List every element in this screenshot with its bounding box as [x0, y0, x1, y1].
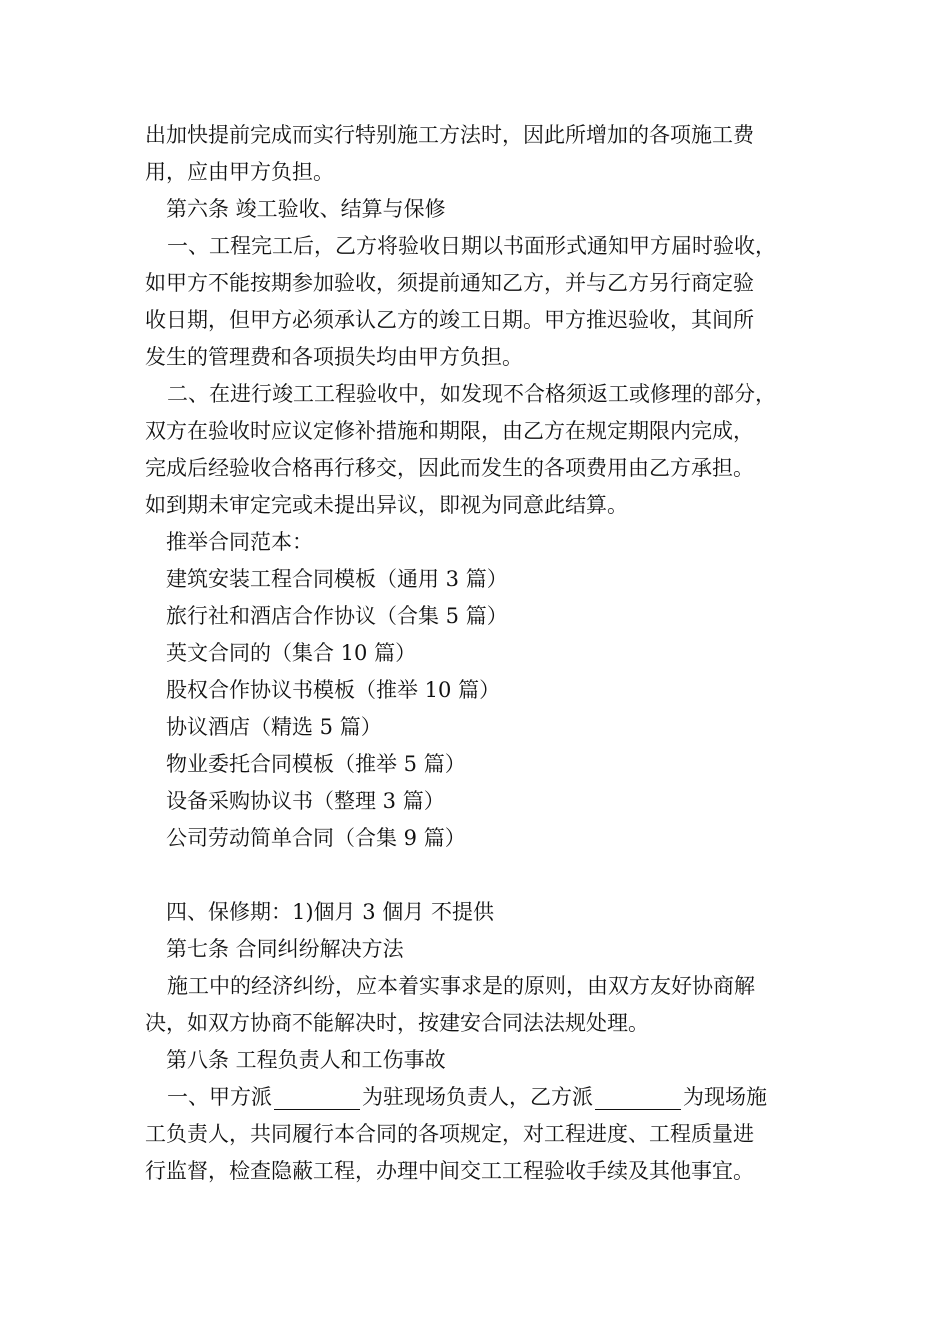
template-link[interactable]: 公司劳动简单合同（合集 9 篇） — [166, 826, 466, 850]
paragraph-line: 如甲方不能按期参加验收，须提前通知乙方，并与乙方另行商定验 — [145, 271, 754, 295]
article-6-heading: 第六条 竣工验收、结算与保修 — [166, 197, 446, 221]
template-link[interactable]: 设备采购协议书（整理 3 篇） — [166, 789, 445, 813]
template-link[interactable]: 建筑安装工程合同模板（通用 3 篇） — [166, 567, 508, 591]
recommended-templates-heading: 推举合同范本： — [166, 530, 313, 554]
text-segment: 一、甲方派 — [167, 1085, 272, 1109]
template-link[interactable]: 股权合作协议书模板（推举 10 篇） — [166, 678, 501, 702]
article-7-heading: 第七条 合同纠纷解决方法 — [166, 937, 404, 961]
paragraph-line — [145, 1079, 825, 1116]
paragraph-line: 四、保修期：1)個月 3 個月 不提供 — [166, 900, 494, 924]
template-link[interactable]: 旅行社和酒店合作协议（合集 5 篇） — [166, 604, 508, 628]
paragraph-line: 发生的管理费和各项损失均由甲方负担。 — [145, 345, 523, 369]
text-segment: 为驻现场负责人，乙方派 — [362, 1085, 593, 1109]
template-link[interactable]: 物业委托合同模板（推举 5 篇） — [166, 752, 466, 776]
template-link[interactable]: 协议酒店（精选 5 篇） — [166, 715, 382, 739]
paragraph-line: 工负责人，共同履行本合同的各项规定，对工程进度、工程质量进 — [145, 1122, 754, 1146]
party-a-representative-blank[interactable] — [274, 1085, 360, 1110]
paragraph-line: 施工中的经济纠纷，应本着实事求是的原则，由双方友好协商解 — [167, 974, 755, 998]
paragraph-line: 一、工程完工后，乙方将验收日期以书面形式通知甲方届时验收， — [167, 234, 776, 258]
paragraph-line: 二、在进行竣工工程验收中，如发现不合格须返工或修理的部分， — [167, 382, 776, 406]
paragraph-line: 如到期未审定完或未提出异议，即视为同意此结算。 — [145, 493, 628, 517]
document-body — [145, 117, 825, 1190]
paragraph-line: 出加快提前完成而实行特别施工方法时，因此所增加的各项施工费 — [145, 123, 754, 147]
text-segment: 为现场施 — [683, 1085, 767, 1109]
paragraph-line: 用，应由甲方负担。 — [145, 160, 334, 184]
template-link[interactable]: 英文合同的（集合 10 篇） — [166, 641, 417, 665]
paragraph-line: 完成后经验收合格再行移交，因此而发生的各项费用由乙方承担。 — [145, 456, 754, 480]
paragraph-line: 收日期，但甲方必须承认乙方的竣工日期。甲方推迟验收，其间所 — [145, 308, 754, 332]
blank-line — [145, 857, 825, 894]
party-b-representative-blank[interactable] — [595, 1085, 681, 1110]
paragraph-line: 行监督，检查隐蔽工程，办理中间交工工程验收手续及其他事宜。 — [145, 1159, 754, 1183]
paragraph-line: 双方在验收时应议定修补措施和期限，由乙方在规定期限内完成， — [145, 419, 754, 443]
paragraph-line: 决，如双方协商不能解决时，按建安合同法法规处理。 — [145, 1011, 649, 1035]
article-8-heading: 第八条 工程负责人和工伤事故 — [166, 1048, 446, 1072]
